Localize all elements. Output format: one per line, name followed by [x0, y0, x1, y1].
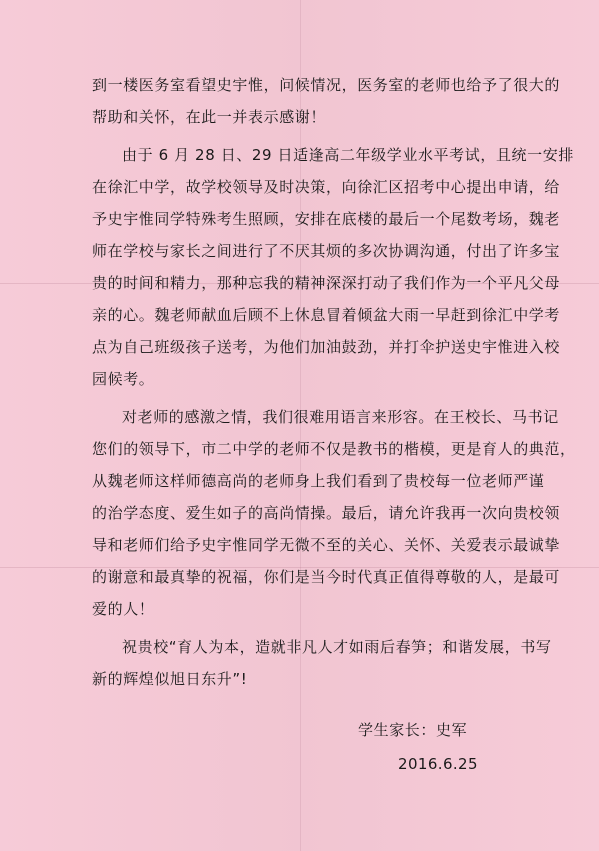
text-line: 导和老师们给予史宇惟同学无微不至的关心、关怀、关爱表示最诚挚 — [92, 536, 561, 554]
text-line: 亲的心。魏老师献血后顾不上休息冒着倾盆大雨一早赶到徐汇中学考 — [92, 306, 561, 324]
text-line: 的谢意和最真挚的祝福，你们是当今时代真正值得尊敬的人，是最可 — [92, 568, 561, 586]
letter-date: 2016.6.25 — [398, 755, 478, 773]
text-line: 对老师的感激之情，我们很难用语言来形容。在王校长、马书记 — [122, 408, 559, 426]
text-line: 师在学校与家长之间进行了不厌其烦的多次协调沟通，付出了许多宝 — [92, 242, 561, 260]
text-line: 您们的领导下，市二中学的老师不仅是教书的楷模，更是育人的典范， — [92, 440, 576, 458]
text-line: 点为自己班级孩子送考，为他们加油鼓劲，并打伞护送史宇惟进入校 — [92, 338, 561, 356]
text-line: 爱的人！ — [92, 600, 155, 618]
text-line: 在徐汇中学，故学校领导及时决策，向徐汇区招考中心提出申请，给 — [92, 178, 561, 196]
paragraph-1 — [92, 69, 561, 133]
text-line: 由于 6 月 28 日、29 日适逢高二年级学业水平考试，且统一安排 — [122, 146, 574, 164]
text-line: 到一楼医务室看望史宇惟，问候情况，医务室的老师也给予了很大的 — [92, 76, 561, 94]
text-line: 贵的时间和精力，那种忘我的精神深深打动了我们作为一个平凡父母 — [92, 274, 561, 292]
text-line: 帮助和关怀，在此一并表示感谢！ — [92, 108, 327, 126]
text-line: 从魏老师这样师德高尚的老师身上我们看到了贵校每一位老师严谨 — [92, 472, 545, 490]
paragraph-4 — [92, 631, 552, 695]
paragraph-3 — [92, 401, 576, 625]
signature-line: 学生家长：史军 — [358, 721, 468, 739]
text-line: 的治学态度、爱生如子的高尚情操。最后，请允许我再一次向贵校领 — [92, 504, 561, 522]
letter-body — [92, 69, 576, 701]
text-line: 祝贵校“育人为本，造就非凡人才如雨后春笋；和谐发展，书写 — [122, 638, 552, 656]
text-line: 新的辉煌似旭日东升”! — [92, 670, 248, 688]
text-line: 园候考。 — [92, 370, 155, 388]
text-line: 予史宇惟同学特殊考生照顾，安排在底楼的最后一个尾数考场，魏老 — [92, 210, 561, 228]
paragraph-2 — [92, 139, 574, 395]
